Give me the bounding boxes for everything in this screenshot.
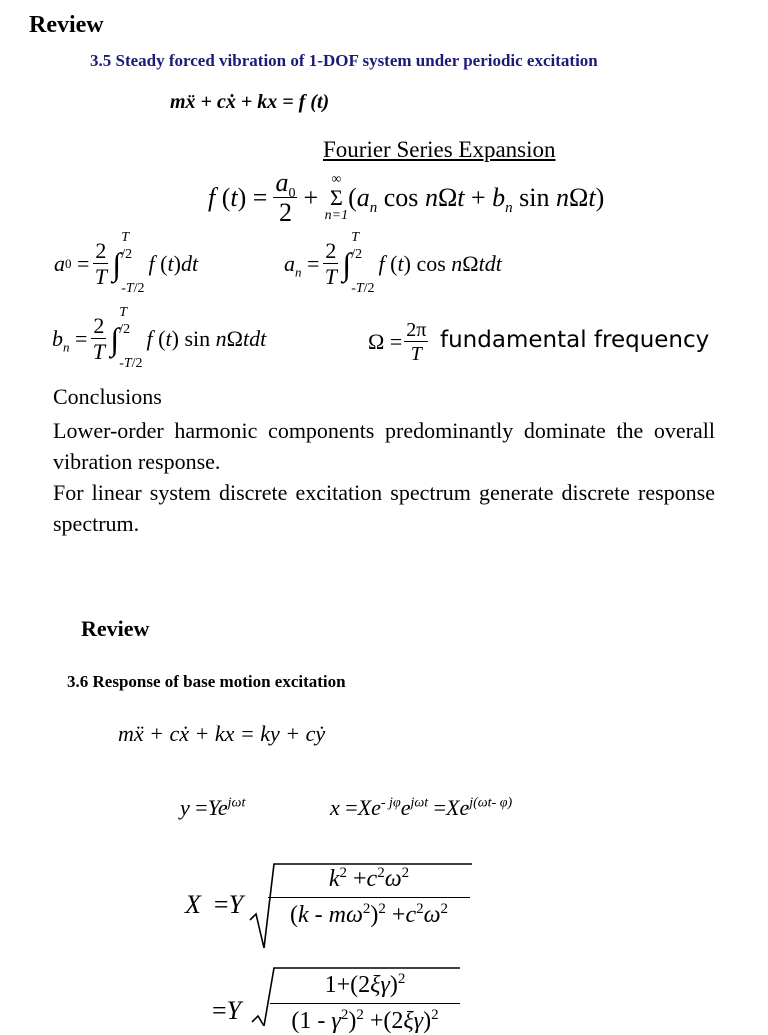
review-heading-1: Review [29, 12, 104, 38]
amplitude-equation-lhs: X =Y [185, 890, 244, 919]
section-subtitle-3-5: 3.5 Steady forced vibration of 1-DOF system under periodic excitation [90, 51, 598, 70]
section-subtitle-3-6: 3.6 Response of base motion excitation [67, 672, 346, 691]
amplitude-dimensionless-fraction: $1+(2\xi\gamma)^2$ $(1 - \gamma^2)^2 +(2\xi\gamma)^2$ [270, 972, 460, 1035]
conclusion-linear-system: For linear system discrete excitation spectrum generate discrete response spectrum. [53, 480, 715, 536]
amplitude-fraction: $k^2 +c^2\omega^2$ $(k - m\omega^2)^2 +c^2\omega^2$ [268, 866, 470, 929]
equation-of-motion-1: mẍ + cẋ + kx = f (t) [170, 91, 330, 113]
conclusion-lower-order: Lower-order harmonic components predominantly dominate the overall vibration response. [53, 418, 715, 474]
omega-definition-equation: Ω = $\frac{2\pi}{T}$ [368, 319, 427, 365]
conclusions-title: Conclusions [53, 384, 162, 409]
a0-coefficient-equation: a 0 = $\frac{2}{T}$ ∫ T /2 -T/2 f ( t ) dt [54, 230, 199, 296]
fourier-series-equation: f ( t ) = $\frac{a_0}{2}$ + ∞ Σ n=1 ( $a_n$ cos n Ω t + $b_n$ sin n Ω t ) [208, 168, 605, 227]
fundamental-frequency-label: fundamental frequency [440, 327, 710, 353]
y-excitation-equation: $y =Ye^{j\omega t}$ [180, 795, 246, 820]
x-response-equation: $x =Xe^{- j\varphi}e^{j\omega t} =Xe^{j(\omega t- \varphi)}$ [330, 795, 513, 820]
an-coefficient-equation: $a_n$ = $\frac{2}{T}$ ∫ T /2 -T/2 f ( t ) cos n Ω tdt [284, 230, 502, 296]
review-heading-2: Review [81, 616, 150, 641]
fourier-series-label: Fourier Series Expansion [323, 137, 556, 162]
amplitude-equation-dimensionless-lhs: =Y [212, 996, 242, 1025]
equation-of-motion-2: mẍ + cẋ + kx = ky + cẏ [118, 721, 326, 746]
bn-coefficient-equation: $b_n$ = $\frac{2}{T}$ ∫ T /2 -T/2 f ( t ) sin n Ω tdt [52, 305, 267, 371]
